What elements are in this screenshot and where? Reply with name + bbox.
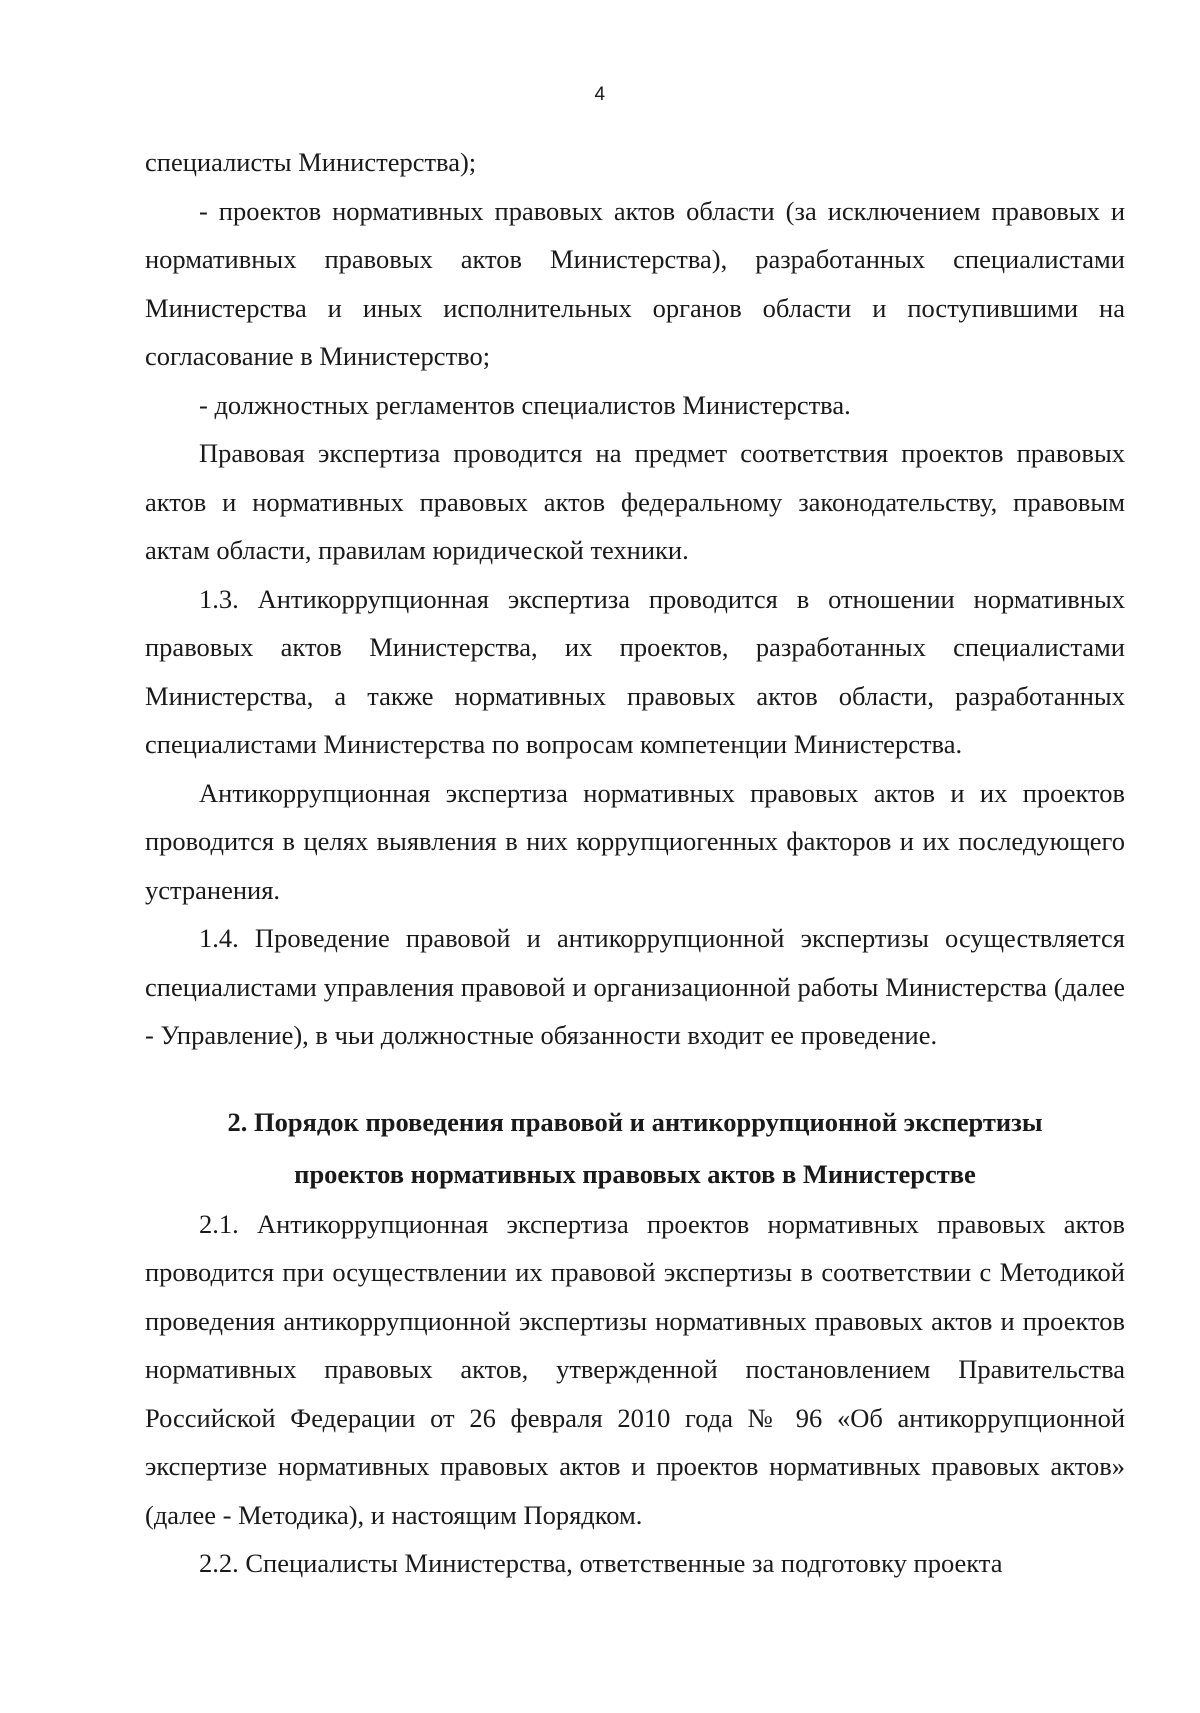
paragraph: - должностных регламентов специалистов Министерства. <box>199 389 851 420</box>
section-spacer <box>145 1060 1125 1096</box>
section-1-continuation <box>145 138 1125 1060</box>
paragraph: - проектов нормативных правовых актов области (за исключением правовых и нормативных правовых актов Министерства), разработанных специалистами Министерства и иных исполнительных органов области и поступившими на согласование в Министерство; <box>145 195 1125 371</box>
paragraph: Правовая экспертиза проводится на предмет соответствия проектов правовых актов и нормативных правовых актов федеральному законодательству, правовым актам области, правилам юридической техники. <box>145 438 1125 565</box>
document-body <box>145 138 1125 1588</box>
paragraph: специалисты Министерства); <box>145 147 477 177</box>
paragraph: 2.2. Специалисты Министерства, ответственные за подготовку проекта <box>199 1548 1003 1578</box>
paragraph: 2.1. Антикоррупционная экспертиза проектов нормативных правовых актов проводится при осуществлении их правовой экспертизы в соответствии с Методикой проведения антикоррупционной экспертизы нормативных правовых актов и проектов нормативных правовых актов, утвержденной постановлением Правительства Российской Федерации от 26 февраля 2010 года № 96 «Об антикоррупционной экспертизе нормативных правовых актов и проектов нормативных правовых актов» (далее - Методика), и настоящим Порядком. <box>145 1208 1125 1530</box>
paragraph: 1.3. Антикоррупционная экспертиза проводится в отношении нормативных правовых актов Министерства, их проектов, разработанных специалистами Министерства, а также нормативных правовых актов области, разработанных специалистами Министерства по вопросам компетенции Министерства. <box>145 583 1125 759</box>
paragraph: Антикоррупционная экспертиза нормативных правовых актов и их проектов проводится в целях выявления в них коррупциогенных факторов и их последующего устранения. <box>145 777 1125 905</box>
section-heading-line-1: 2. Порядок проведения правовой и антикоррупционной экспертизы <box>227 1106 1043 1137</box>
section-2-body <box>145 1200 1125 1588</box>
page-number: 4 <box>594 84 606 105</box>
section-heading-line-2: проектов нормативных правовых актов в Министерстве <box>294 1158 976 1189</box>
paragraph: 1.4. Проведение правовой и антикоррупционной экспертизы осуществляется специалистами управления правовой и организационной работы Министерства (далее - Управление), в чьи должностные обязанности входит ее проведение. <box>145 923 1125 1050</box>
